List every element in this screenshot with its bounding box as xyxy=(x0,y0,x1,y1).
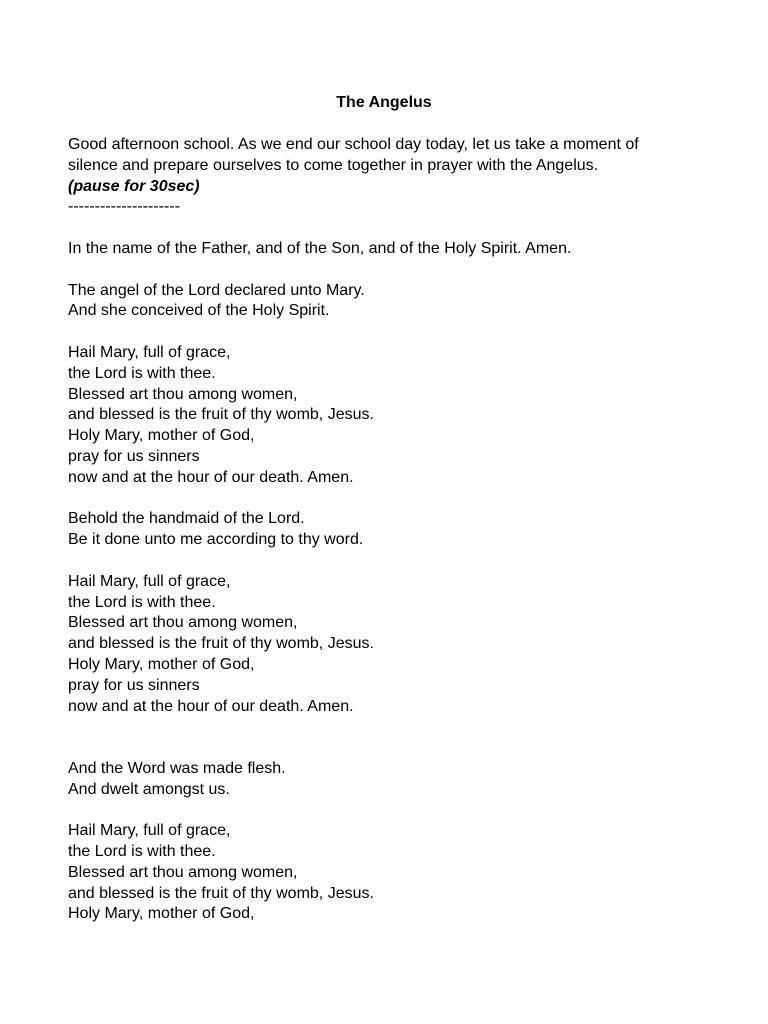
hail-mary-line: Hail Mary, full of grace, xyxy=(68,572,231,590)
hail-mary-line: Holy Mary, mother of God, xyxy=(68,655,255,673)
spacer xyxy=(68,322,748,343)
versicle-line: And dwelt amongst us. xyxy=(68,780,230,798)
intro-line: Good afternoon school. As we end our school day today, let us take a moment of xyxy=(68,136,639,153)
versicle-line: And the Word was made flesh. xyxy=(68,759,286,777)
hail-mary-line: now and at the hour of our death. Amen. xyxy=(68,468,354,486)
spacer xyxy=(68,218,748,239)
hail-mary-line: Holy Mary, mother of God, xyxy=(68,427,255,445)
hail-mary-line: Blessed art thou among women, xyxy=(68,863,298,881)
spacer xyxy=(68,717,748,738)
hail-mary-line: and blessed is the fruit of thy womb, Jesus. xyxy=(68,406,374,424)
spacer xyxy=(68,738,748,759)
hail-mary-line: Hail Mary, full of grace, xyxy=(68,822,231,840)
versicle-line: Behold the handmaid of the Lord. xyxy=(68,510,305,528)
pause-note: (pause for 30sec) xyxy=(68,177,200,195)
hail-mary-line: pray for us sinners xyxy=(68,676,200,694)
hail-mary-line: Hail Mary, full of grace, xyxy=(68,343,231,361)
hail-mary-line: Blessed art thou among women, xyxy=(68,385,298,403)
intro-line: silence and prepare ourselves to come together in prayer with the Angelus. xyxy=(68,156,599,174)
hail-mary-line: Blessed art thou among women, xyxy=(68,614,298,632)
sign-of-cross: In the name of the Father, and of the Son, and of the Holy Spirit. Amen. xyxy=(68,239,572,257)
hail-mary-line: the Lord is with thee. xyxy=(68,593,216,611)
versicle-line: And she conceived of the Holy Spirit. xyxy=(68,302,330,320)
versicle-line: Be it done unto me according to thy word. xyxy=(68,531,364,549)
hail-mary-line: pray for us sinners xyxy=(68,447,200,465)
spacer xyxy=(68,260,748,281)
versicle-line: The angel of the Lord declared unto Mary. xyxy=(68,281,365,299)
hail-mary-line: Holy Mary, mother of God, xyxy=(68,905,255,923)
spacer xyxy=(68,489,748,510)
spacer xyxy=(68,551,748,572)
document-body xyxy=(68,135,748,925)
hail-mary-line: the Lord is with thee. xyxy=(68,364,216,382)
spacer xyxy=(68,801,748,822)
separator-line: --------------------- xyxy=(68,198,180,216)
hail-mary-line: and blessed is the fruit of thy womb, Jesus. xyxy=(68,884,374,902)
document-title: The Angelus xyxy=(336,94,432,111)
hail-mary-line: and blessed is the fruit of thy womb, Jesus. xyxy=(68,635,374,653)
hail-mary-line: now and at the hour of our death. Amen. xyxy=(68,697,354,715)
hail-mary-line: the Lord is with thee. xyxy=(68,843,216,861)
